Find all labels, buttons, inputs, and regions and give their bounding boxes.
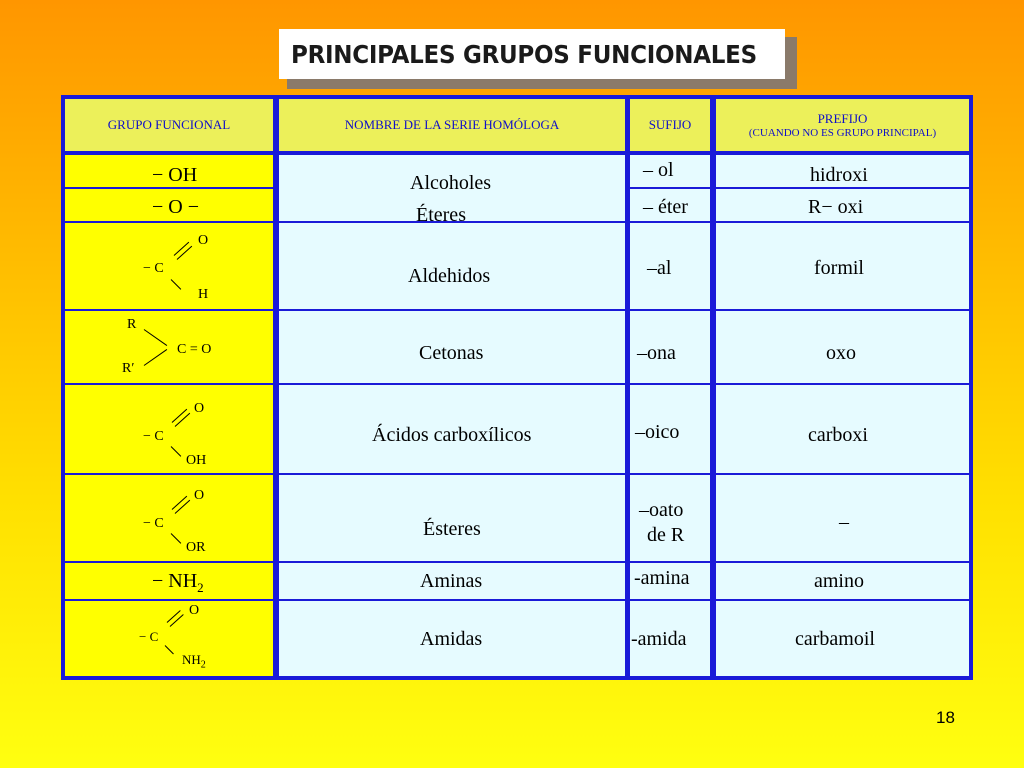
sufijo-ona: –ona — [637, 342, 676, 364]
row-separator — [65, 383, 969, 385]
header-prefijo — [716, 99, 969, 151]
nombre-cetonas: Cetonas — [419, 342, 484, 364]
row-separator — [65, 221, 969, 223]
header-nombre: NOMBRE DE LA SERIE HOMÓLOGA — [279, 99, 625, 151]
prefijo-carboxi: carboxi — [808, 424, 868, 446]
ald-o: O — [198, 233, 209, 248]
prefijo-amino: amino — [814, 570, 864, 592]
nombre-aminas: Aminas — [420, 570, 483, 592]
amid-c: − C — [139, 629, 159, 644]
amid-nh-sub: 2 — [200, 659, 206, 671]
page-number: 18 — [936, 708, 955, 727]
sufijo-de-r: de R — [647, 524, 685, 546]
sufijo-amida: -amida — [631, 628, 687, 650]
amid-nh2 — [182, 652, 206, 671]
header-prefijo-label: PREFIJO — [817, 111, 868, 126]
ald-c: − C — [143, 261, 164, 276]
acid-oh: OH — [186, 453, 207, 468]
row-separator — [630, 187, 969, 189]
header-grupo: GRUPO FUNCIONAL — [65, 99, 273, 151]
group-nh2-sub: 2 — [197, 580, 204, 595]
est-or: OR — [186, 540, 206, 555]
col-sufijo — [630, 155, 710, 676]
cet-co: C = O — [177, 342, 212, 357]
prefijo-hidroxi: hidroxi — [810, 164, 868, 186]
group-oh: − OH — [152, 164, 198, 186]
group-eter: − O − — [152, 196, 200, 218]
col-nombre — [279, 155, 625, 676]
sufijo-oico: –oico — [635, 421, 680, 443]
cet-r2: R′ — [122, 361, 135, 376]
sufijo-oato: –oato — [639, 499, 684, 521]
est-c: − C — [143, 516, 164, 531]
nombre-eteres: Éteres — [416, 204, 466, 226]
nombre-acidos: Ácidos carboxílicos — [372, 424, 532, 446]
row-separator — [65, 187, 273, 189]
nombre-esteres: Ésteres — [423, 518, 481, 540]
sufijo-eter: – éter — [643, 196, 688, 218]
nombre-aldehidos: Aldehidos — [408, 265, 491, 287]
acid-c: − C — [143, 429, 164, 444]
group-nh2-text: − NH — [152, 570, 198, 592]
functional-groups-table — [61, 95, 973, 680]
sufijo-amina: -amina — [634, 567, 690, 589]
col-grupo — [65, 155, 273, 676]
amid-o: O — [189, 603, 200, 618]
page-title: PRINCIPALES GRUPOS FUNCIONALES — [291, 39, 757, 69]
row-separator — [65, 561, 969, 563]
group-nh2 — [152, 570, 204, 596]
header-sufijo: SUFIJO — [630, 99, 710, 151]
col-prefijo — [716, 155, 969, 676]
title-box — [279, 29, 785, 79]
nombre-amidas: Amidas — [420, 628, 483, 650]
prefijo-none: – — [839, 511, 849, 533]
prefijo-roxi: R− oxi — [808, 196, 864, 218]
est-o: O — [194, 488, 205, 503]
amid-nh-text: NH — [182, 652, 201, 667]
prefijo-carbamoil: carbamoil — [795, 628, 875, 650]
row-separator — [65, 309, 969, 311]
prefijo-formil: formil — [814, 257, 864, 279]
row-separator — [65, 599, 969, 601]
nombre-alcoholes: Alcoholes — [410, 172, 492, 194]
prefijo-oxo: oxo — [826, 342, 856, 364]
sufijo-al: –al — [647, 257, 672, 279]
header-prefijo-note: (CUANDO NO ES GRUPO PRINCIPAL) — [748, 127, 937, 139]
acid-o: O — [194, 401, 205, 416]
cet-r: R — [127, 317, 137, 332]
ald-h: H — [198, 287, 209, 302]
row-separator — [65, 473, 969, 475]
sufijo-ol: – ol — [643, 159, 674, 181]
